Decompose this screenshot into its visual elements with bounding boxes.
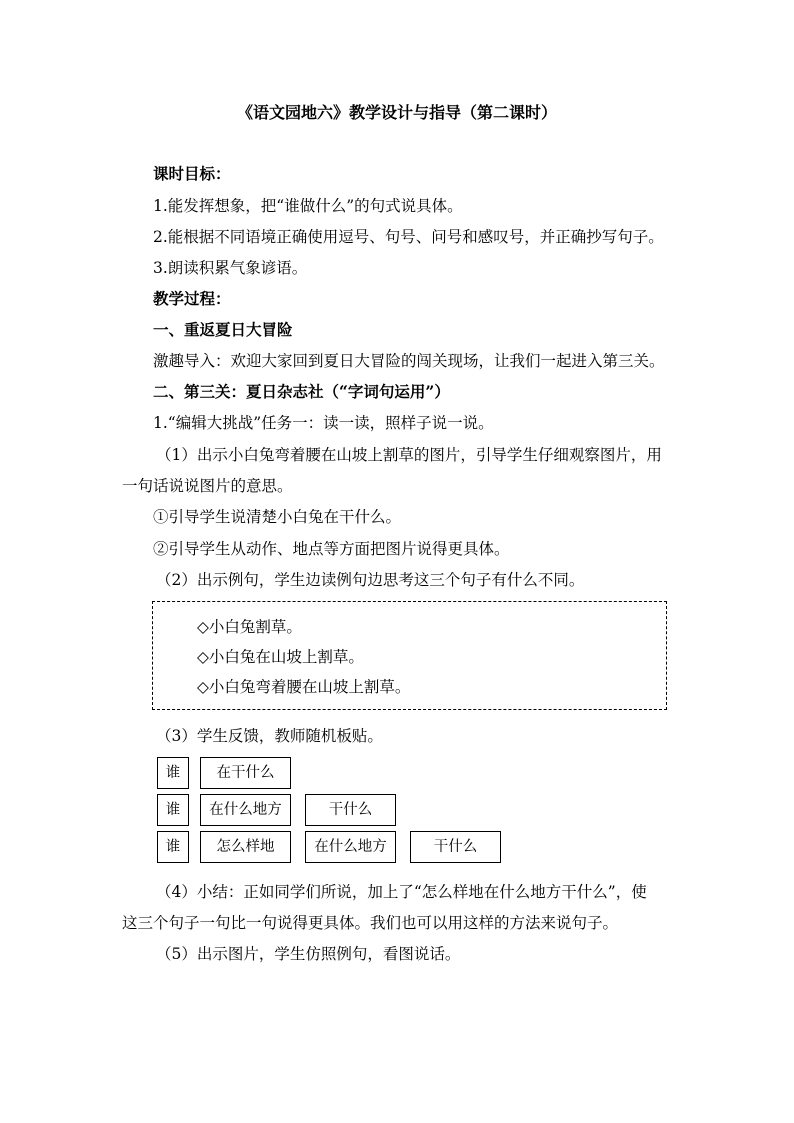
example-sentences-box (152, 601, 667, 710)
example-sentence: ◇小白兔弯着腰在山坡上割草。 (197, 678, 411, 696)
step-3: （3）学生反馈，教师随机板贴。 (156, 727, 383, 745)
word-card-do-what: 干什么 (410, 831, 501, 863)
circle-item-2: ②引导学生从动作、地点等方面把图片说得更具体。 (153, 540, 510, 558)
document-title: 《语文园地六》教学设计与指导（第二课时） (236, 103, 557, 122)
example-sentence: ◇小白兔在山坡上割草。 (197, 648, 364, 666)
step-1-line-1: （1）出示小白兔弯着腰在山坡上割草的图片，引导学生仔细观察图片，用 (156, 446, 662, 464)
step-4-line-1: （4）小结：正如同学们所说，加上了“怎么样地在什么地方干什么”，使 (156, 883, 647, 901)
process-heading: 教学过程： (153, 289, 231, 308)
section-2-heading: 二、第三关：夏日杂志社（“字词句运用”） (153, 382, 450, 401)
word-card-where: 在什么地方 (305, 831, 396, 863)
step-2: （2）出示例句，学生边读例句边思考这三个句子有什么不同。 (156, 571, 585, 589)
circle-item-1: ①引导学生说清楚小白兔在干什么。 (153, 508, 402, 526)
word-card-how: 怎么样地 (200, 831, 291, 863)
task-1: 1.“编辑大挑战”任务一：读一读，照样子说一说。 (153, 414, 494, 432)
word-card-where: 在什么地方 (200, 794, 291, 826)
word-card-who: 谁 (157, 794, 189, 826)
example-sentence: ◇小白兔割草。 (197, 618, 302, 636)
goal-3: 3.朗读积累气象谚语。 (153, 259, 308, 277)
goal-2: 2.能根据不同语境正确使用逗号、句号、问号和感叹号，并正确抄写句子。 (153, 228, 664, 246)
goal-1: 1.能发挥想象，把“谁做什么”的句式说具体。 (153, 197, 463, 215)
word-card-doing-what: 在干什么 (200, 757, 291, 789)
word-card-who: 谁 (157, 831, 189, 863)
section-1-heading: 一、重返夏日大冒险 (153, 320, 293, 339)
word-card-do-what: 干什么 (305, 794, 396, 826)
step-4-line-2: 这三个句子一句比一句说得更具体。我们也可以用这样的方法来说句子。 (122, 914, 619, 932)
step-5: （5）出示图片，学生仿照例句，看图说话。 (156, 945, 461, 963)
step-1-line-2: 一句话说说图片的意思。 (122, 477, 293, 495)
goals-heading: 课时目标： (153, 164, 231, 183)
word-card-who: 谁 (157, 757, 189, 789)
intro-paragraph: 激趣导入：欢迎大家回到夏日大冒险的闯关现场，让我们一起进入第三关。 (153, 352, 665, 370)
